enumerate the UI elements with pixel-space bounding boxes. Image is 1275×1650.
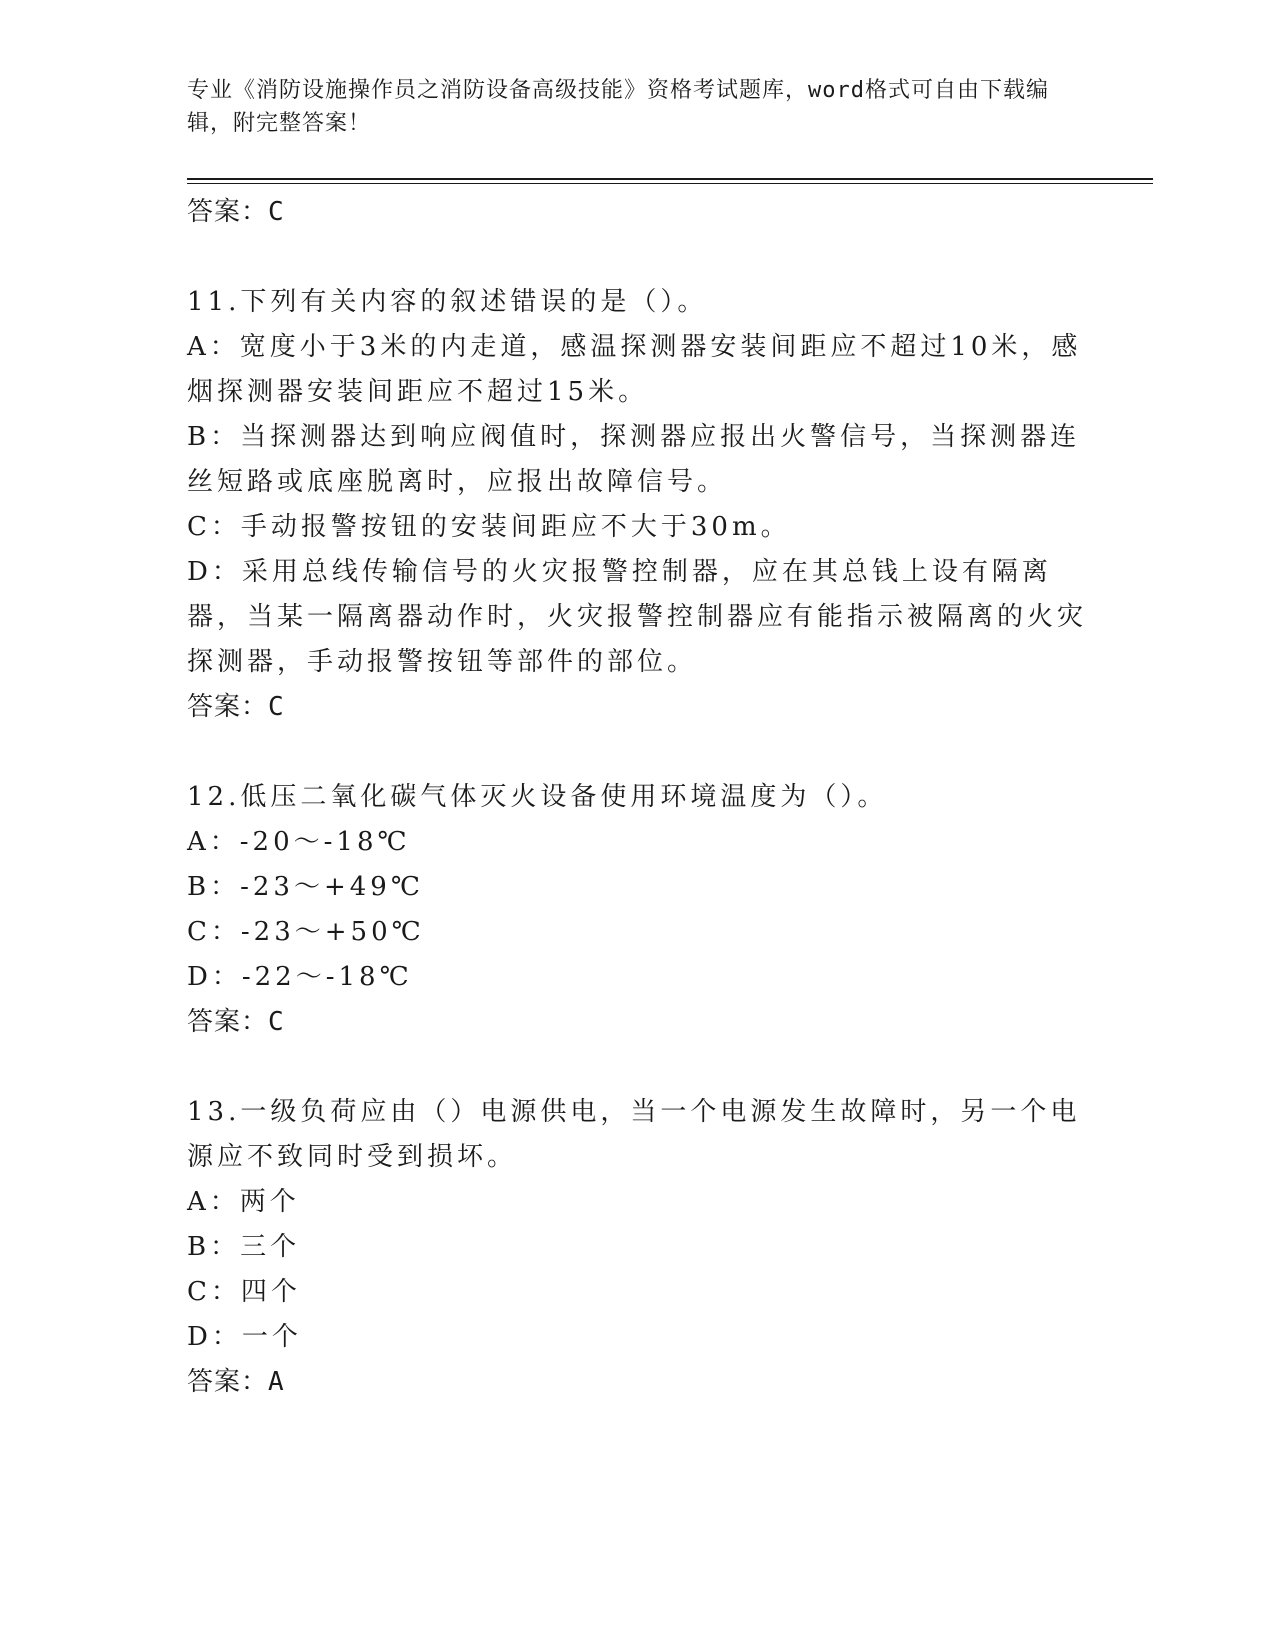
answer-line: 答案：C bbox=[187, 1007, 285, 1037]
option-a: A：-20～-18℃ bbox=[187, 827, 411, 857]
answer-line: 答案：A bbox=[187, 1367, 285, 1397]
spacer bbox=[187, 234, 1087, 280]
option-c: C：-23～+50℃ bbox=[187, 917, 425, 947]
answer-line: 答案：C bbox=[187, 692, 285, 722]
spacer bbox=[187, 1044, 1087, 1090]
question-stem: 12.低压二氧化碳气体灭火设备使用环境温度为（）。 bbox=[187, 782, 888, 812]
option-b: B：-23～+49℃ bbox=[187, 872, 424, 902]
spacer bbox=[187, 729, 1087, 775]
question-11 bbox=[187, 280, 1087, 729]
document-content bbox=[187, 190, 1087, 1404]
option-c: C：四个 bbox=[187, 1277, 301, 1307]
option-a: A：两个 bbox=[187, 1187, 300, 1217]
header-text: 专业《消防设施操作员之消防设备高级技能》资格考试题库，word格式可自由下载编辑，附完整答案！ bbox=[187, 78, 1049, 136]
option-b: B：当探测器达到响应阀值时，探测器应报出火警信号，当探测器连丝短路或底座脱离时，应报出故障信号。 bbox=[187, 422, 1081, 497]
question-13 bbox=[187, 1090, 1087, 1404]
answer-line: 答案：C bbox=[187, 197, 285, 227]
option-d: D：采用总线传输信号的火灾报警控制器，应在其总钱上设有隔离器，当某一隔离器动作时，火灾报警控制器应有能指示被隔离的火灾探测器，手动报警按钮等部件的部位。 bbox=[187, 557, 1088, 677]
question-stem: 11.下列有关内容的叙述错误的是（）。 bbox=[187, 287, 708, 317]
header-rule-thick bbox=[187, 178, 1153, 180]
header-rule-thin bbox=[187, 183, 1153, 184]
option-d: D：一个 bbox=[187, 1322, 302, 1352]
option-c: C：手动报警按钮的安装间距应不大于30m。 bbox=[187, 512, 791, 542]
option-b: B：三个 bbox=[187, 1232, 301, 1262]
option-d: D：-22～-18℃ bbox=[187, 962, 413, 992]
question-12 bbox=[187, 775, 1087, 1044]
question-stem: 13.一级负荷应由（）电源供电，当一个电源发生故障时，另一个电源应不致同时受到损坏。 bbox=[187, 1097, 1081, 1172]
option-a: A：宽度小于3米的内走道，感温探测器安装间距应不超过10米，感烟探测器安装间距应不超过15米。 bbox=[187, 332, 1082, 407]
